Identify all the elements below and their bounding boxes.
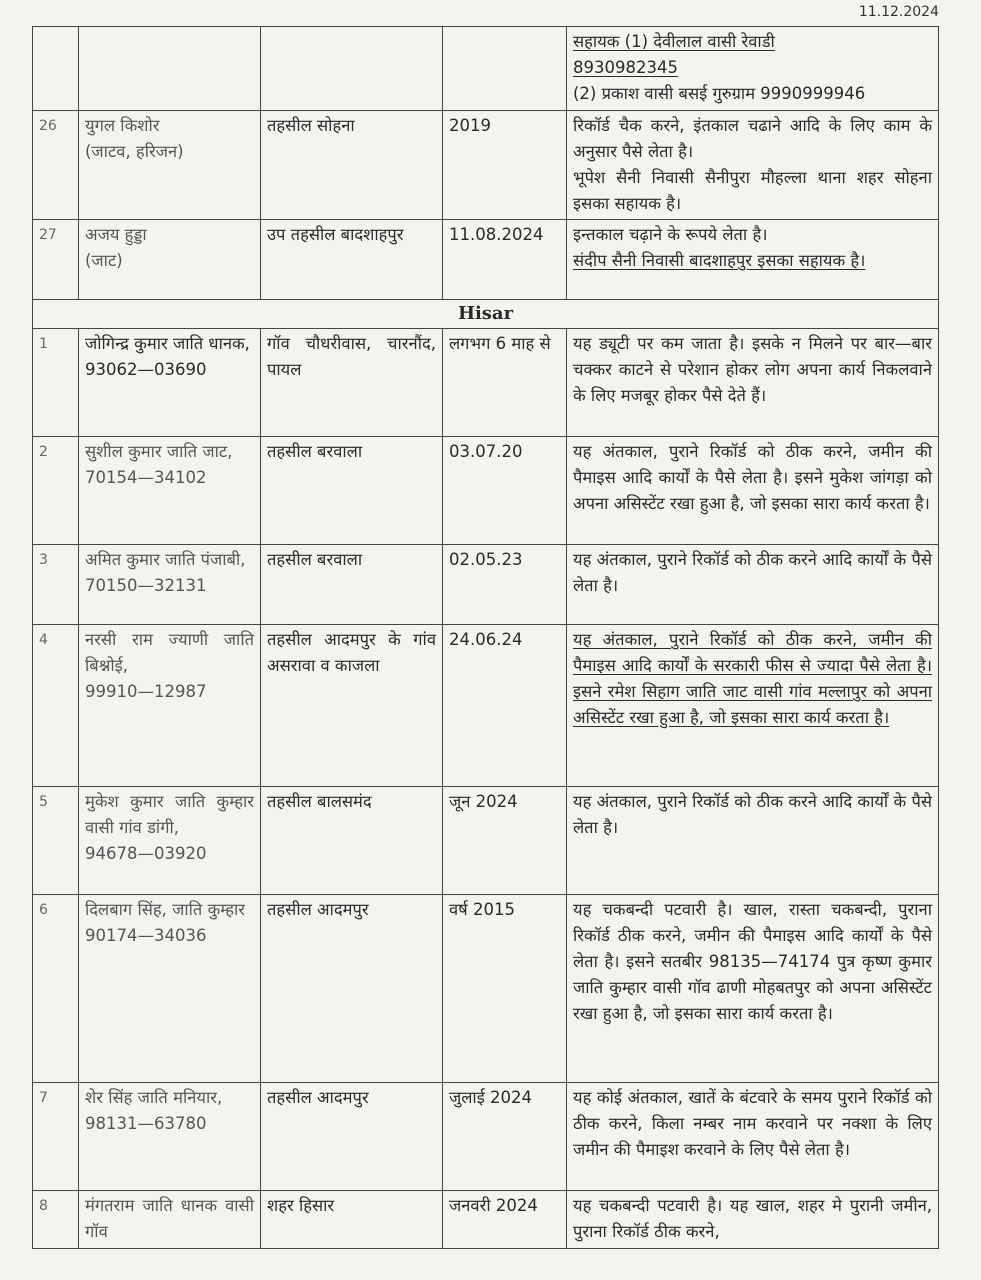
since-cell: जून 2024 — [443, 787, 567, 895]
description-cell: यह अंतकाल, पुराने रिकॉर्ड को ठीक करने, जमीन की पैमाइस आदि कार्यों के पैसे लेता है। इसने मुकेश जांगड़ा को अपना असिस्टेंट रखा हुआ है, जो इसका सारा कार्य करता है। — [567, 437, 939, 545]
place-cell: तहसील बरवाला — [261, 437, 443, 545]
phone-number: 98131—63780 — [85, 1114, 207, 1133]
table-row — [33, 111, 939, 220]
table-row — [33, 545, 939, 625]
description-cell: यह अंतकाल, पुराने रिकॉर्ड को ठीक करने आदि कार्यों के पैसे लेता है। — [567, 787, 939, 895]
serial-number: 4 — [33, 625, 79, 787]
name-cell — [79, 437, 261, 545]
description-line: सहायक (1) देवीलाल वासी रेवाडी — [573, 32, 775, 51]
name-cell — [79, 329, 261, 437]
description-line: 8930982345 — [573, 58, 678, 77]
since-cell: लगभग 6 माह से — [443, 329, 567, 437]
since-cell: जुलाई 2024 — [443, 1083, 567, 1191]
description-cell — [567, 111, 939, 220]
description-cell — [567, 27, 939, 111]
place-cell — [261, 27, 443, 111]
place-cell: तहसील बरवाला — [261, 545, 443, 625]
phone-number: 70150—32131 — [85, 576, 207, 595]
phone-number: 90174—34036 — [85, 926, 207, 945]
document-date: 11.12.2024 — [858, 4, 939, 20]
serial-number: 6 — [33, 895, 79, 1083]
place-cell: तहसील बालसमंद — [261, 787, 443, 895]
serial-number: 2 — [33, 437, 79, 545]
phone-number: 99910—12987 — [85, 682, 207, 701]
name-cell — [79, 1191, 261, 1249]
serial-number: 1 — [33, 329, 79, 437]
table-row — [33, 625, 939, 787]
name-cell — [79, 625, 261, 787]
place-cell: तहसील सोहना — [261, 111, 443, 220]
description-line: भूपेश सैनी निवासी सैनीपुरा मौहल्ला थाना शहर सोहना इसका सहायक है। — [573, 168, 932, 213]
place-cell: तहसील आदमपुर — [261, 1083, 443, 1191]
since-cell: 11.08.2024 — [443, 220, 567, 300]
name-cell — [79, 27, 261, 111]
place-cell: उप तहसील बादशाहपुर — [261, 220, 443, 300]
name-line: नरसी राम ज्याणी जाति बिश्नोई, — [85, 630, 254, 675]
serial-number — [33, 27, 79, 111]
phone-number: 70154—34102 — [85, 468, 207, 487]
description-line: संदीप सैनी निवासी बादशाहपुर इसका सहायक है। — [573, 251, 866, 270]
table-row — [33, 437, 939, 545]
since-cell: 02.05.23 — [443, 545, 567, 625]
table-body — [33, 27, 939, 1249]
description-line: इन्तकाल चढ़ाने के रूपये लेता है। — [573, 225, 768, 244]
table-row — [33, 220, 939, 300]
name-cell — [79, 220, 261, 300]
name-line: जोगिन्द्र कुमार जाति धानक, — [85, 334, 250, 353]
name-cell — [79, 787, 261, 895]
place-cell: शहर हिसार — [261, 1191, 443, 1249]
description-cell: यह अंतकाल, पुराने रिकॉर्ड को ठीक करने, जमीन की पैमाइस आदि कार्यों के सरकारी फीस से ज्यादा पैसे लेता है। इसने रमेश सिहाग जाति जाट वासी गांव मल्लापुर को अपना असिस्टेंट रखा हुआ है, जो इसका सारा कार्य करता है। — [567, 625, 939, 787]
name-cell — [79, 545, 261, 625]
name-cell — [79, 1083, 261, 1191]
since-cell: 03.07.20 — [443, 437, 567, 545]
description-cell: यह चकबन्दी पटवारी है। खाल, रास्ता चकबन्दी, पुराना रिकॉर्ड ठीक करने, जमीन की पैमाइस आदि कार्यों के पैसे लेता है। इसने सतबीर 98135—74174 पुत्र कृष्ण कुमार जाति कुम्हार वासी गॉव ढाणी मोहबतपुर को अपना असिस्टेंट रखा हुआ है, जो इसका सारा कार्य करता है। — [567, 895, 939, 1083]
table-row — [33, 787, 939, 895]
place-cell: गॉव चौधरीवास, चारनौंद, पायल — [261, 329, 443, 437]
serial-number: 26 — [33, 111, 79, 220]
name-line: अजय हुड्डा — [85, 225, 147, 244]
description-cell: यह अंतकाल, पुराने रिकॉर्ड को ठीक करने आदि कार्यों के पैसे लेता है। — [567, 545, 939, 625]
name-line: अमित कुमार जाति पंजाबी, — [85, 550, 246, 569]
table-row — [33, 27, 939, 111]
phone-number: 94678—03920 — [85, 844, 207, 863]
serial-number: 27 — [33, 220, 79, 300]
name-line: दिलबाग सिंह, जाति कुम्हार — [85, 900, 246, 919]
table-row — [33, 1083, 939, 1191]
description-line: रिकॉर्ड चैक करने, इंतकाल चढाने आदि के लिए काम के अनुसार पैसे लेता है। — [573, 116, 932, 161]
table-row — [33, 895, 939, 1083]
patwari-table — [32, 26, 939, 1249]
since-cell: वर्ष 2015 — [443, 895, 567, 1083]
serial-number: 8 — [33, 1191, 79, 1249]
serial-number: 3 — [33, 545, 79, 625]
since-cell — [443, 27, 567, 111]
name-line: शेर सिंह जाति मनियार, — [85, 1088, 223, 1107]
serial-number: 7 — [33, 1083, 79, 1191]
name-line: युगल किशोर — [85, 116, 160, 135]
description-cell: यह ड्यूटी पर कम जाता है। इसके न मिलने पर बार—बार चक्कर काटने से परेशान होकर लोग अपना कार्य निकलवाने के लिए मजबूर होकर पैसे देते हैं। — [567, 329, 939, 437]
table-row — [33, 329, 939, 437]
name-line: (जाटव, हरिजन) — [85, 142, 184, 161]
name-cell — [79, 111, 261, 220]
section-heading-row — [33, 300, 939, 329]
description-line: (2) प्रकाश वासी बसई गुरुग्राम 9990999946 — [573, 84, 866, 103]
description-cell: यह चकबन्दी पटवारी है। यह खाल, शहर मे पुरानी जमीन, पुराना रिकॉर्ड ठीक करने, — [567, 1191, 939, 1249]
name-line: (जाट) — [85, 251, 123, 270]
serial-number: 5 — [33, 787, 79, 895]
section-title: Hisar — [33, 300, 939, 329]
since-cell: 2019 — [443, 111, 567, 220]
description-cell — [567, 220, 939, 300]
phone-number: 93062—03690 — [85, 360, 207, 379]
since-cell: जनवरी 2024 — [443, 1191, 567, 1249]
name-cell — [79, 895, 261, 1083]
since-cell: 24.06.24 — [443, 625, 567, 787]
name-line: सुशील कुमार जाति जाट, — [85, 442, 233, 461]
name-line: मंगतराम जाति धानक वासी गॉव — [85, 1196, 254, 1241]
description-cell: यह कोई अंतकाल, खातें के बंटवारे के समय पुराने रिकॉर्ड को ठीक करने, किला नम्बर नाम करवाने पर नक्शा के लिए जमीन की पैमाइश करवाने के लिए पैसे लेता है। — [567, 1083, 939, 1191]
place-cell: तहसील आदमपुर — [261, 895, 443, 1083]
table-row — [33, 1191, 939, 1249]
name-line: मुकेश कुमार जाति कुम्हार वासी गांव डांगी, — [85, 792, 254, 837]
place-cell: तहसील आदमपुर के गांव असरावा व काजला — [261, 625, 443, 787]
